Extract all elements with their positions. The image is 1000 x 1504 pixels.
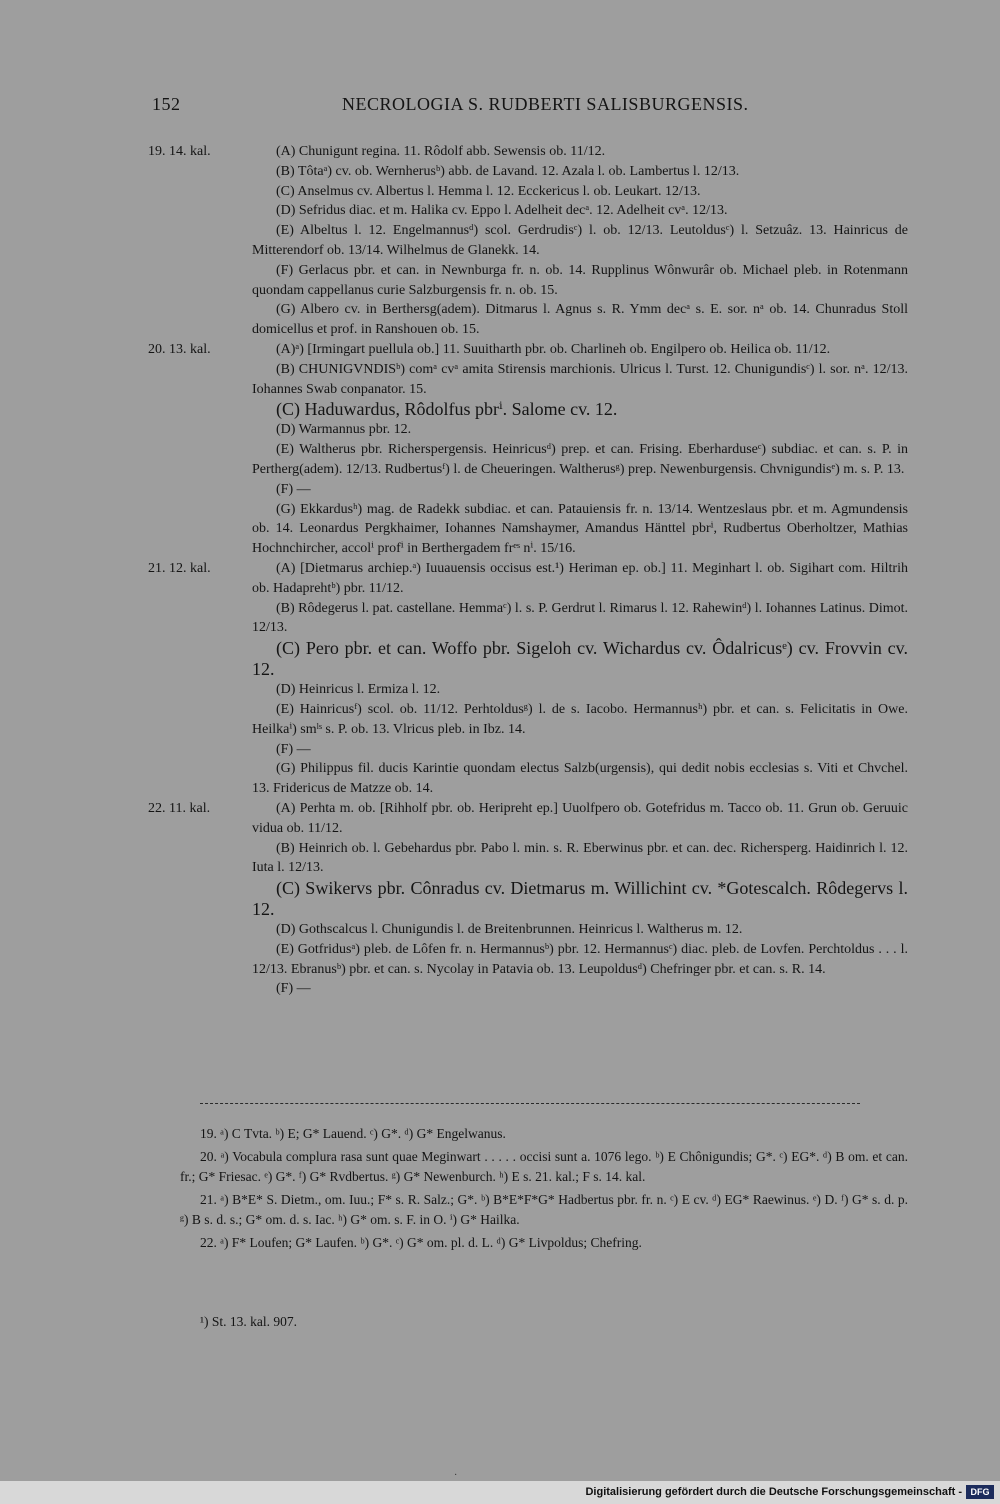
apparatus-note-19: 19. ᵃ) C Tvta. ᵇ) E; G* Lauend. ᶜ) G*. ᵈ) G* Engelwanus. — [200, 1126, 506, 1141]
day-label: 20. 13. kal. — [148, 341, 211, 357]
entry-line-b: (B) Heinrich ob. l. Gebehardus pbr. Pabo l. min. s. R. Eberwinus pbr. et can. dec. Richersperg. Haidinrich l. 12. Iuta l. 12/13. — [252, 840, 908, 876]
entry-line-a: (A) Chunigunt regina. 11. Rôdolf abb. Sewensis ob. 11/12. — [276, 144, 606, 159]
day-label: 22. 11. kal. — [148, 800, 211, 816]
day-label: 21. 12. kal. — [148, 560, 211, 576]
apparatus-note-20: 20. ᵃ) Vocabula complura rasa sunt quae Meginwart . . . . . occisi sunt a. 1076 lego. ᵇ) E Chônigundis; G*. ᶜ) EG*. ᵈ) B om. et can. fr.; G* Friesac. ᵉ) G*. ᶠ) G* Rvdbertus. ᵍ) G* Newenburch. ʰ) E s. 21. kal.; F s. 14. kal. — [180, 1148, 908, 1184]
entry-line-c: (C) Anselmus cv. Albertus l. Hemma l. 12. Ecckericus l. ob. Leukart. 12/13. — [276, 183, 701, 199]
entry-line-g: (G) Philippus fil. ducis Karintie quondam electus Salzb(urgensis), qui dedit nobis ecclesias s. Viti et Chvchel. 13. Fridericus de Matzze ob. 14. — [252, 761, 908, 797]
day-entry-22 — [148, 799, 908, 999]
entry-line-c: (C) Swikervs pbr. Cônradus cv. Dietmarus m. Willichint cv. *Gotescalch. Rôdegervs l. 12. — [252, 878, 908, 920]
page-header — [152, 94, 900, 118]
entry-line-g: (G) Albero cv. in Berthersg(adem). Ditmarus l. Agnus s. R. Ymm decᵃ s. E. sor. nᵃ ob. 14. Chunradus Stoll domicellus et prof. in Ranshouen ob. 15. — [252, 302, 908, 338]
entry-line-a: (A)ᵃ) [Irmingart puellula ob.] 11. Suuitharth pbr. ob. Charlineh ob. Engilpero ob. Heilica ob. 11/12. — [276, 341, 831, 357]
entry-line-e: (E) Waltherus pbr. Richerspergensis. Heinricusᵈ) prep. et can. Frising. Eberharduseᶜ) subdiac. et can. s. P. in Pertherg(adem). 12/13. Rudbertusᶠ) l. de Cheueringen. Waltherusᵍ) prep. Newenburgensis. Chvnigundisᵉ) m. s. P. 13. — [252, 442, 908, 477]
necrology-entries — [148, 142, 908, 999]
entry-line-g: (G) Ekkardusʰ) mag. de Radekk subdiac. et can. Patauiensis fr. n. 13/14. Wentzeslaus pbr. et m. Agmundensis ob. 14. Leonardus Pergkhaimer, Iohannes Namshaymer, Amandus Hänttel pbrⁱ, Rudbertus Oberholtzer, Mathias Hochnchircher, accolⁱ profⁱ in Berthergadem frᵉˢ nⁱ. 15/16. — [252, 501, 908, 557]
entry-line-d: (D) Sefridus diac. et m. Halika cv. Eppo l. Adelheit decᵃ. 12. Adelheit cvᵃ. 12/13. — [276, 203, 728, 219]
page-title: NECROLOGIA S. RUDBERTI SALISBURGENSIS. — [342, 94, 749, 114]
entry-line-a: (A) [Dietmarus archiep.ᵃ) Iuuauensis occisus est.¹) Heriman ep. ob.] 11. Meginhart l. ob. Sigihart com. Hiltrih ob. Hadaprehtᵇ) pbr. 11/12. — [252, 560, 908, 596]
entry-line-b: (B) Tôtaᵃ) cv. ob. Wernherusᵇ) abb. de Lavand. 12. Azala l. ob. Lambertus l. 12/13. — [276, 163, 740, 179]
day-label: 19. 14. kal. — [148, 144, 211, 159]
page-number: 152 — [152, 94, 181, 114]
entry-line-f: (F) — — [276, 741, 311, 757]
entry-line-f: (F) Gerlacus pbr. et can. in Newnburga fr. n. ob. 14. Rupplinus Wônwurâr ob. Michael pleb. in Rotenmann quondam cappellanus curie Salzburgensis fr. n. ob. 15. — [252, 262, 908, 298]
entry-line-c: (C) Pero pbr. et can. Woffo pbr. Sigeloh cv. Wichardus cv. Ôdalricusᵉ) cv. Frovvin cv. 12. — [252, 638, 908, 680]
footer-bar — [0, 1481, 1000, 1504]
apparatus-note-22: 22. ᵃ) F* Loufen; G* Laufen. ᵇ) G*. ᶜ) G* om. pl. d. L. ᵈ) G* Livpoldus; Chefring. — [200, 1234, 642, 1250]
entry-line-d: (D) Heinricus l. Ermiza l. 12. — [276, 682, 441, 698]
entry-line-b: (B) Rôdegerus l. pat. castellane. Hemmaᶜ) l. s. P. Gerdrut l. Rimarus l. 12. Rahewinᵈ) l. Iohannes Latinus. Dimot. 12/13. — [252, 600, 908, 636]
funding-notice: Digitalisierung gefördert durch die Deutsche Forschungsgemeinschaft - — [585, 1486, 962, 1498]
apparatus-note-21: 21. ᵃ) B*E* S. Dietm., om. Iuu.; F* s. R. Salz.; G*. ᵇ) B*E*F*G* Hadbertus pbr. fr. n. ᶜ) E cv. ᵈ) EG* Raewinus. ᵉ) D. ᶠ) G* s. d. p. ᵍ) B s. d. s.; G* om. d. s. Iac. ʰ) G* om. s. F. in O. ⁱ) G* Hailka. — [180, 1191, 908, 1227]
critical-apparatus — [180, 1124, 908, 1255]
entry-line-d: (D) Gothscalcus l. Chunigundis l. de Breitenbrunnen. Heinricus l. Waltherus m. 12. — [276, 922, 743, 938]
entry-line-e: (E) Gotfridusᵃ) pleb. de Lôfen fr. n. Hermannusᵇ) pbr. 12. Hermannusᶜ) diac. pleb. de Lovfen. Perchtoldus . . . l. 12/13. Ebranusᵇ) pbr. et can. s. Nycolay in Patavia ob. 13. Leupoldusᵈ) Chefringer pbr. et can. s. R. 14. — [252, 941, 908, 977]
entry-line-e: (E) Albeltus l. 12. Engelmannusᵈ) scol. Gerdrudisᶜ) l. ob. 12/13. Leutoldusᶜ) l. Setzuâz. 13. Hainricus de Mitterendorf ob. 13/14. Wilhelmus de Glanekk. 14. — [252, 223, 908, 258]
entry-line-c: (C) Haduwardus, Rôdolfus pbrⁱ. Salome cv. 12. — [276, 399, 618, 420]
entry-line-f: (F) — — [276, 981, 311, 997]
footnote: ¹) St. 13. kal. 907. — [200, 1314, 298, 1329]
entry-line-f: (F) — — [276, 481, 311, 497]
entry-line-d: (D) Warmannus pbr. 12. — [276, 422, 412, 438]
entry-line-b: (B) CHUNIGVNDISᵇ) comᵃ cvᵃ amita Stirensis marchionis. Ulricus l. Turst. 12. Chunigundisᶜ) l. sor. nᵃ. 12/13. Iohannes Swab conpanator. 15. — [252, 361, 908, 397]
day-entry-21 — [148, 559, 908, 799]
scan-mark: · — [454, 1470, 458, 1481]
separator-rule — [200, 1103, 860, 1104]
entry-line-e: (E) Hainricusᶠ) scol. ob. 11/12. Perhtoldusᵍ) l. de s. Iacobo. Hermannusʰ) pbr. et can. s. Felicitatis in Owe. Heilkaⁱ) smˡˢ s. P. ob. 13. Vlricus pleb. in Ibz. 14. — [252, 701, 908, 737]
day-entry-19 — [148, 142, 908, 340]
dfg-logo-icon: DFG — [966, 1485, 994, 1499]
day-entry-20 — [148, 340, 908, 559]
entry-line-a: (A) Perhta m. ob. [Rihholf pbr. ob. Heripreht ep.] Uuolfpero ob. Gotefridus m. Tacco ob. 11. Grun ob. Geruuic vidua ob. 11/12. — [252, 800, 908, 836]
